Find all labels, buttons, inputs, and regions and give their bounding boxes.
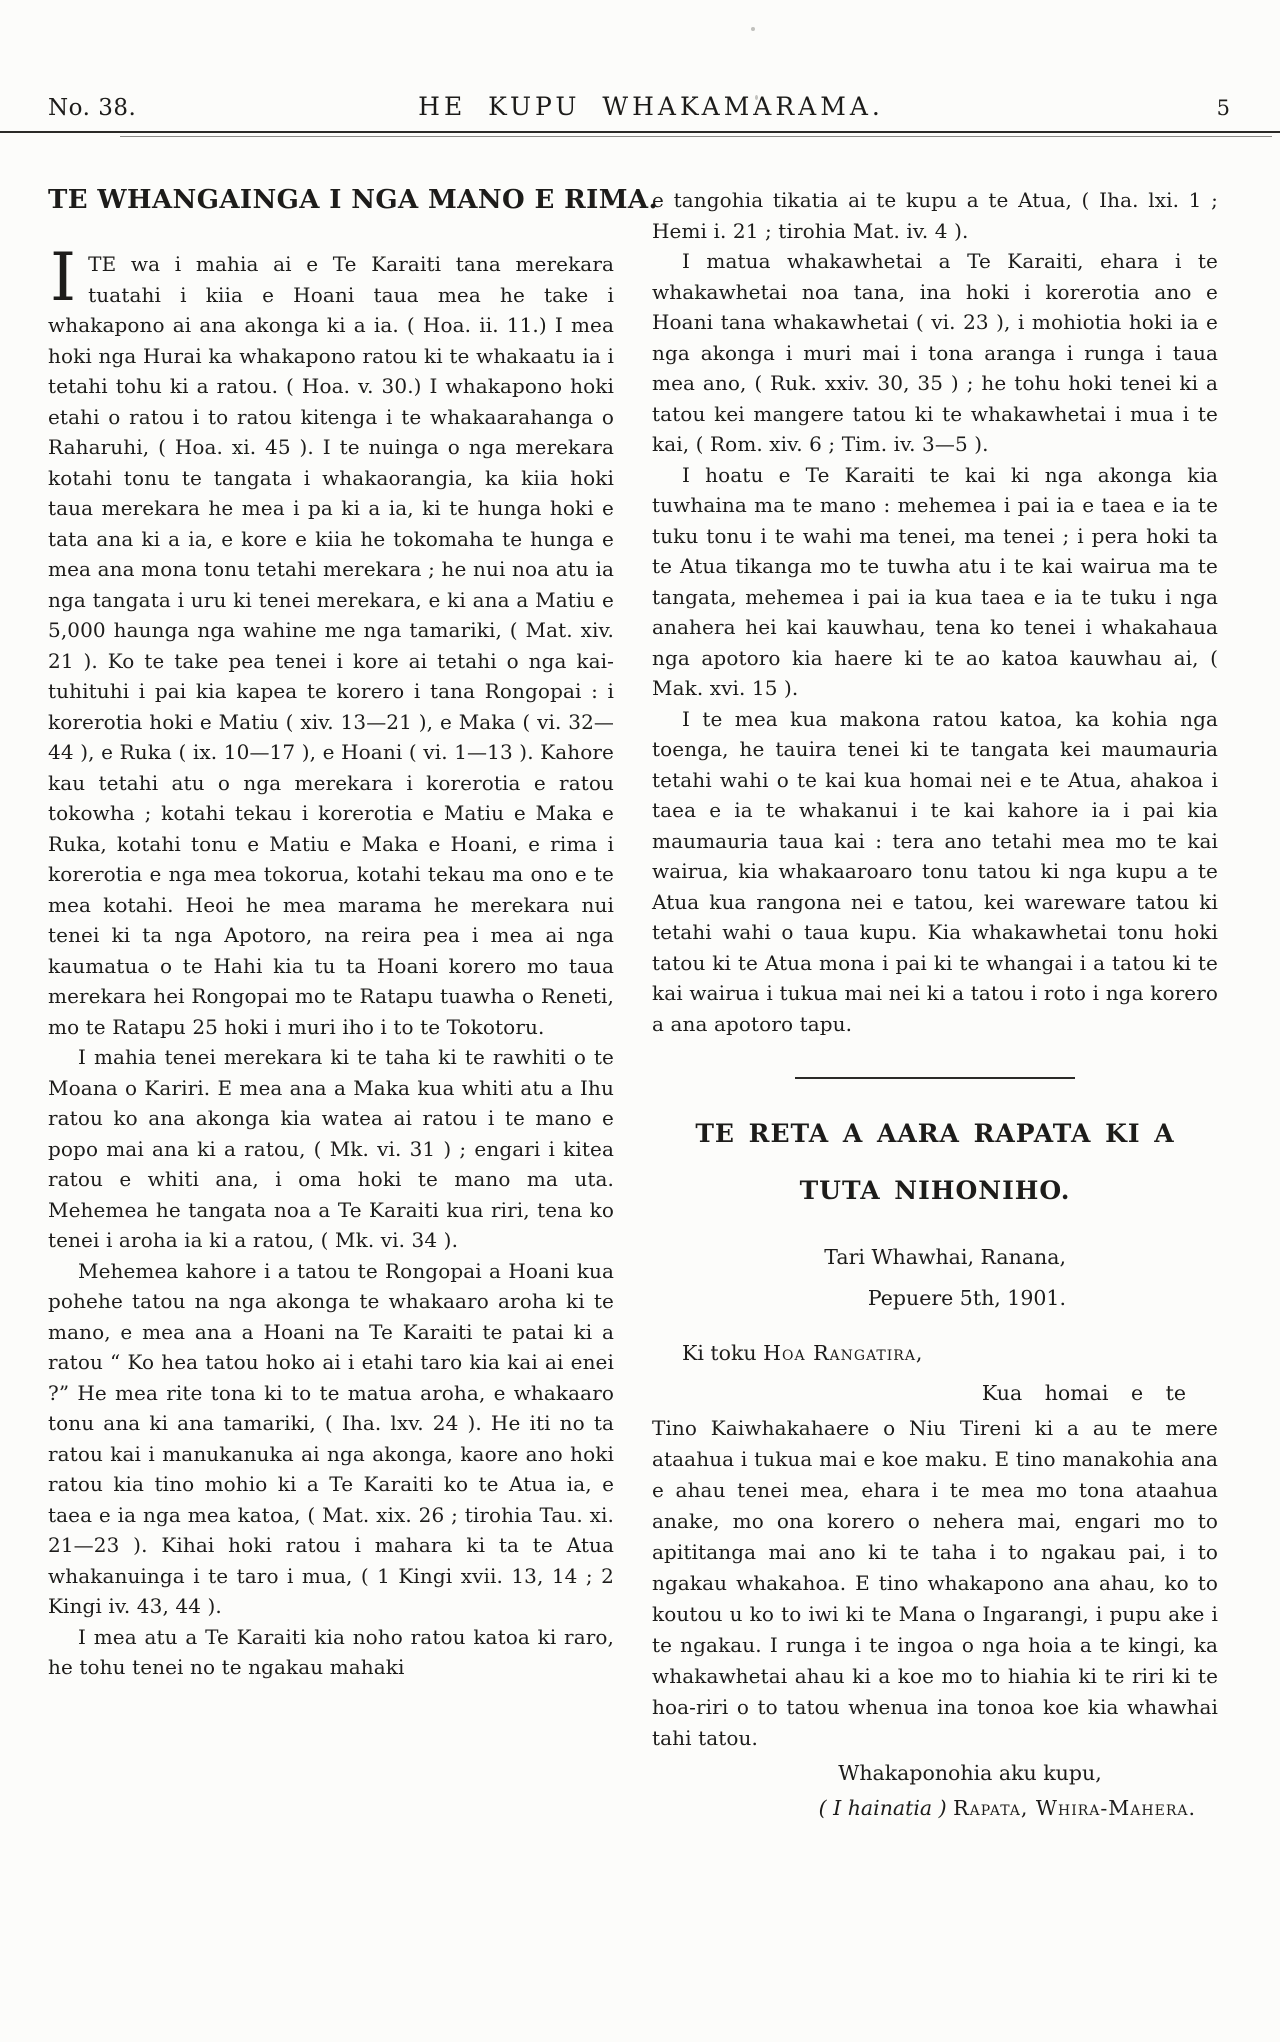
- article-paragraph-2: I mahia tenei merekara ki te taha ki te rawhiti o te Moana o Kariri. E mea ana a Maka kua whiti atu a Ihu ratou ko ana akonga kia watea ai ratou i te mano e popo mai ana ki a ratou, ( Mk. vi. 31 ) ; engari i kitea ratou e whiti ana, i oma hoki te mano ma uta. Mehemea he tangata noa a Te Karaiti kua riri, tena ko tenei i aroha ia ki a ratou, ( Mk. vi. 34 ).: [48, 1045, 614, 1252]
- salutation-prefix: Ki toku: [682, 1341, 764, 1365]
- letter-address: [652, 1237, 1218, 1319]
- letter-closing: Whakaponohia aku kupu,: [838, 1761, 1102, 1785]
- letter-body: Tino Kaiwhakahaere o Niu Tireni ki a au te mere ataahua i tukua mai e koe maku. E tino manakohia ana e ahau tenei mea, ehara i te mea mo tona ataahua anake, mo ona korero o nehera mai, engari mo to apititanga mai ano ki te taha i to ngakau pai, i to ngakau whakahoa. E tino whakapono ana ahau, ko to koutou u ko to iwi ki te Mana o Ingarangi, i pupu ake i te ngakau. I runga i te ingoa o nga hoia a te kingi, ka whakawhetai ahau ki a koe mo to hiahia ki te riri ki te hoa-riri o to tatou whenua ina tonoa koe kia whawhai tahi tatou.: [652, 1416, 1218, 1750]
- article-paragraph-7: I te mea kua makona ratou katoa, ka kohia nga toenga, he tauira tenei ki te tangata kei maumauria tetahi wahi o te kai kua homai nei e te Atua, ahakoa i taea e ia te whakanui i te kai kahore ia i pai kia maumauria taua kai : tera ano tetahi mea mo te kai wairua, kia whakaaroaro tonu tatou ki nga kupu a te Atua kua rangona nei e tatou, kei wareware tatou ki tetahi wahi o taua kupu. Kia whakawhetai tonu hoki tatou ki te Atua mona i pai ki te whangai i a tatou ki te kai wairua i tukua mai nei ki a tatou i roto i nga korero a ana apotoro tapu.: [652, 706, 1218, 1036]
- article-heading: TE WHANGAINGA I NGA MANO E RIMA.: [48, 185, 658, 215]
- paragraph-text: TE wa i mahia ai e Te Karaiti tana merekara tuatahi i kiia e Hoani taua mea he take i whakapono ai ana akonga ki a ia. ( Hoa. ii. 11.) I mea hoki nga Hurai ka whakapono ratou ki te whakaatu ia i tetahi tohu ki a ratou. ( Hoa. v. 30.) I whakapono hoki etahi o ratou i to ratou kitenga i te whakaarahanga o Raharuhi, ( Hoa. xi. 45 ). I te nuinga o nga merekara kotahi tonu te tangata i whakaorangia, ka kiia hoki taua merekara he mea i pa ki a ia, ki te hunga hoki e tata ana ki a ia, e kore e kiia he tokomaha te hunga e mea ana mona tonu tetahi merekara ; he nui noa atu ia nga tangata i uru ki tenei merekara, e ki ana a Matiu e 5,000 haunga nga wahine me nga tamariki, ( Mat. xiv. 21 ). Ko te take pea tenei i kore ai tetahi o nga kai-tuhituhi i pai kia kapea te korero i tana Rongopai : i korerotia hoki e Matiu ( xiv. 13—21 ), e Maka ( vi. 32—44 ), e Ruka ( ix. 10—17 ), e Hoani ( vi. 1—13 ). Kahore kau tetahi atu o nga merekara i korerotia e ratou tokowha ; kotahi tekau i korerotia e Matiu e Maka e Ruka, kotahi tonu e Matiu e Maka e Hoani, e rima i korerotia e nga mea tokorua, kotahi tekau ma ono e te mea kotahi. Heoi he mea marama he merekara nui tenei ki ta nga Apotoro, na reira pea i mea ai nga kaumatua o te Hahi kia tu ta Hoani korero mo taua merekara hei Rongopai mo te Ratapu tuawha o Reneti, mo te Ratapu 25 hoki i muri iho i to te Tokotoru.: [48, 252, 614, 1039]
- drop-cap: I: [50, 239, 77, 316]
- salutation-name: Hoa Rangatira,: [763, 1341, 924, 1365]
- letter-opening-line: Kua homai e te: [981, 1381, 1186, 1405]
- signature-name: Rapata, Whira-Mahera.: [953, 1796, 1196, 1820]
- page-header: [0, 0, 1280, 133]
- two-column-body: [0, 133, 1280, 1826]
- signature-note: ( I hainatia ): [818, 1796, 954, 1820]
- right-column: [652, 185, 1218, 1826]
- masthead-title: HE KUPU WHAKAMARAMA.: [418, 92, 884, 121]
- letter-block: [652, 1237, 1218, 1826]
- page-number: 5: [1216, 96, 1230, 120]
- letter-heading-line1: TE RETA A AARA RAPATA KI A: [695, 1119, 1175, 1148]
- letter-signature: [652, 1790, 1218, 1826]
- article-paragraph-4-continued: e tangohia tikatia ai te kupu a te Atua, ( Iha. lxi. 1 ; Hemi i. 21 ; tirohia Mat. iv. 4 ).: [652, 188, 1218, 243]
- letter-address-line: Tari Whawhai, Ranana,: [824, 1245, 1066, 1269]
- letter-heading-line2: TUTA NIHONIHO.: [799, 1176, 1071, 1205]
- letter-salutation: [652, 1333, 1218, 1373]
- issue-number: No. 38.: [48, 95, 137, 121]
- article-paragraph-5: I matua whakawhetai a Te Karaiti, ehara i te whakawhetai noa tana, ina hoki i korerotia ano e Hoani tana whakawhetai ( vi. 23 ), i mohiotia hoki ia e nga akonga i muri mai i tona aranga i runga i taua mea ano, ( Ruk. xxiv. 30, 35 ) ; he tohu hoki tenei ki a tatou kei mangere tatou ki te whakawhetai i mua i te kai, ( Rom. xiv. 6 ; Tim. iv. 3—5 ).: [652, 249, 1218, 456]
- section-divider-rule: [795, 1077, 1075, 1079]
- article-paragraph-3: Mehemea kahore i a tatou te Rongopai a Hoani kua pohehe tatou na nga akonga te whakaaro aroha ki te mano, e mea ana a Hoani na Te Karaiti te patai ki a ratou “ Ko hea tatou hoko ai i etahi taro kia kai ai enei ?” He mea rite tona ki to te matua aroha, e whakaaro tonu ana ki ana tamariki, ( Iha. lxv. 24 ). He iti no ta ratou kai i manukanuka ai nga akonga, kaore ano hoki ratou kia tino mohio ki a Te Karaiti ko te Atua ia, e taea e ia nga mea katoa, ( Mat. xix. 26 ; tirohia Tau. xi. 21—23 ). Kihai hoki ratou i mahara ki ta te Atua whakanuinga i te taro i mua, ( 1 Kingi xvii. 13, 14 ; 2 Kingi iv. 43, 44 ).: [48, 1258, 614, 1618]
- left-column: [48, 185, 658, 1826]
- letter-date: Pepuere 5th, 1901.: [867, 1286, 1066, 1310]
- article-paragraph-6: I hoatu e Te Karaiti te kai ki nga akonga kia tuwhaina ma te mano : mehemea i pai ia e taea e ia te tuku tonu i te wahi ma tenei, ma tenei ; i pera hoki ta te Atua tikanga mo te tuwha atu i te kai wairua ma te tangata, mehemea i pai ia kua taea e ia te tuku i nga anahera hei kai kauwhau, tena ko tenei i whakahaua nga apotoro kia haere ki te ao katoa kauwhau ai, ( Mak. xvi. 15 ).: [652, 462, 1218, 700]
- article-paragraph-4: I mea atu a Te Karaiti kia noho ratou katoa ki raro, he tohu tenei no te ngakau mahaki: [48, 1624, 614, 1679]
- article-paragraph-1: [48, 239, 614, 1042]
- letter-heading: [652, 1121, 1218, 1203]
